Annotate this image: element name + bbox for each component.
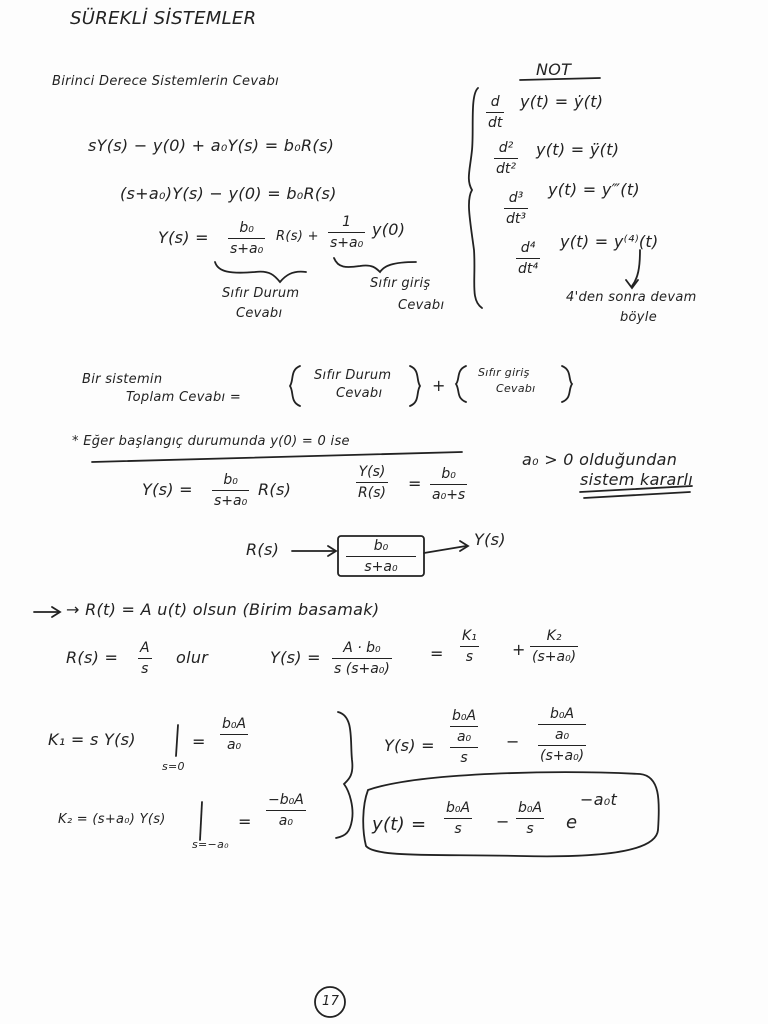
k2-equals: = (238, 812, 252, 831)
fraction-inner-denominator: a₀ (554, 727, 570, 743)
initial-condition-line: * Eğer başlangıç durumunda y(0) = 0 ise (72, 434, 350, 449)
derivative-3-rhs: y(t) = y‴(t) (548, 180, 640, 199)
rs-lhs: R(s) = (66, 648, 119, 667)
ys-step-lhs: Y(s) = (270, 648, 321, 667)
ys-step-fraction (332, 640, 392, 677)
exponential-base: e (566, 812, 578, 833)
note-title: NOT (536, 60, 572, 79)
derivative-2-rhs: y(t) = ÿ(t) (536, 140, 620, 159)
fraction-numerator: d³ (508, 190, 524, 206)
fraction-numerator: b₀A (518, 800, 543, 816)
stability-note-2: sistem kararlı (580, 470, 694, 489)
derivative-3-fraction (504, 190, 528, 227)
note-continuation: 4'den sonra devam (566, 290, 697, 305)
block-input-label: R(s) (246, 540, 280, 559)
fraction-numerator: b₀A (452, 708, 477, 724)
total-term-1: Sıfır Durum (314, 368, 392, 383)
ys-fraction-1 (228, 220, 265, 257)
ys-step-equals: = (430, 644, 444, 663)
fraction-denominator: s (460, 750, 468, 766)
page-number: 17 (322, 994, 340, 1009)
ys-zero-ic-lhs: Y(s) = (142, 480, 193, 499)
fraction-denominator: s+a₀ (364, 559, 398, 575)
fraction-numerator: Y(s) (358, 464, 386, 480)
fraction-numerator: b₀A (222, 716, 247, 732)
fraction-numerator: A · b₀ (343, 640, 381, 656)
derivative-4-rhs: y(t) = y⁽⁴⁾(t) (560, 232, 659, 251)
total-lhs-2: Toplam Cevabı = (126, 390, 242, 405)
ys-middle: R(s) + (276, 229, 319, 244)
fraction-denominator: s (141, 661, 149, 677)
fraction-numerator: b₀ (239, 220, 254, 236)
laplace-equation-2: (s+a₀)Y(s) − y(0) = b₀R(s) (120, 184, 337, 203)
fraction-denominator: s (s+a₀) (334, 661, 390, 677)
fraction-denominator: dt (488, 115, 503, 131)
k1-value-fraction (220, 716, 248, 753)
fraction-denominator: a₀ (226, 737, 242, 753)
ys-result-term-1 (450, 708, 478, 766)
fraction-denominator: a₀+s (432, 487, 466, 503)
k2-partial-fraction (530, 628, 578, 665)
yt-result-minus: − (496, 812, 510, 831)
fraction-numerator: d⁴ (520, 240, 536, 256)
note-continuation-2: böyle (620, 310, 658, 325)
total-lhs-1: Bir sistemin (82, 372, 163, 387)
ys-zero-ic-tail: R(s) (258, 480, 292, 499)
stability-note: a₀ > 0 olduğundan (522, 450, 678, 469)
block-transfer-function (346, 538, 416, 575)
yt-result-term-1 (444, 800, 472, 837)
section-heading: Birinci Derece Sistemlerin Cevabı (52, 74, 280, 89)
total-term-2b: Cevabı (496, 382, 536, 395)
fraction-numerator: b₀ (441, 466, 456, 482)
ys-fraction-2 (328, 214, 365, 251)
fraction-denominator: s (465, 649, 474, 665)
ys-lhs: Y(s) = (158, 228, 209, 247)
fraction-numerator: K₂ (546, 628, 562, 644)
total-term-2: Sıfır giriş (478, 366, 530, 379)
fraction-numerator: b₀A (446, 800, 471, 816)
transfer-function-fraction-2 (430, 466, 467, 503)
fraction-numerator: −b₀A (268, 792, 304, 808)
fraction-numerator: b₀ (223, 472, 238, 488)
zero-input-label: Sıfır giriş (370, 276, 431, 291)
partial-plus: + (512, 640, 526, 659)
total-plus: + (432, 376, 446, 395)
step-input-line: → R(t) = A u(t) olsun (Birim basamak) (66, 600, 380, 619)
yt-result-term-2 (516, 800, 544, 837)
zero-state-label: Sıfır Durum (222, 286, 300, 301)
fraction-denominator: dt⁴ (518, 261, 538, 277)
fraction-denominator: dt³ (506, 211, 526, 227)
transfer-function-fraction (356, 464, 388, 501)
fraction-denominator: (s+a₀) (532, 649, 577, 665)
rs-fraction (138, 640, 152, 677)
fraction-denominator: s+a₀ (214, 493, 248, 509)
block-output-label: Y(s) (474, 530, 506, 549)
k1-partial-fraction (460, 628, 479, 665)
fraction-numerator: K₁ (462, 628, 477, 644)
ys-tail: y(0) (372, 220, 406, 239)
fraction-numerator: b₀A (550, 706, 575, 722)
fraction-numerator: b₀ (373, 538, 389, 554)
ys-zero-ic-fraction (212, 472, 249, 509)
k2-definition: K₂ = (s+a₀) Y(s) (58, 812, 166, 827)
derivative-4-fraction (516, 240, 540, 277)
fraction-denominator: s+a₀ (330, 235, 364, 251)
fraction-denominator: R(s) (358, 485, 386, 501)
fraction-denominator: dt² (496, 161, 516, 177)
yt-result-lhs: y(t) = (372, 814, 427, 835)
fraction-numerator: A (140, 640, 150, 656)
zero-state-label-2: Cevabı (236, 306, 283, 321)
ys-result-minus: − (506, 732, 520, 751)
zero-input-label-2: Cevabı (398, 298, 445, 313)
fraction-denominator: (s+a₀) (540, 748, 585, 764)
k1-evaluated-at: s=0 (162, 760, 185, 773)
k2-value-fraction (266, 792, 306, 829)
fraction-numerator: 1 (342, 214, 352, 230)
fraction-inner-denominator: a₀ (456, 729, 472, 745)
k1-equals: = (192, 732, 206, 751)
fraction-denominator: s+a₀ (230, 241, 264, 257)
transfer-function-equals: = (408, 474, 422, 493)
fraction-numerator: d (490, 94, 500, 110)
laplace-equation-1: sY(s) − y(0) + a₀Y(s) = b₀R(s) (88, 136, 335, 155)
k1-definition: K₁ = s Y(s) (48, 730, 136, 749)
total-term-1b: Cevabı (336, 386, 383, 401)
fraction-numerator: d² (498, 140, 514, 156)
olur-label: olur (176, 648, 209, 667)
exponential-power: −a₀t (580, 790, 618, 809)
fraction-denominator: s (454, 821, 462, 837)
fraction-denominator: a₀ (278, 813, 293, 829)
derivative-1-rhs: y(t) = ẏ(t) (520, 92, 604, 111)
derivative-1-fraction (486, 94, 504, 131)
k2-evaluated-at: s=−a₀ (192, 838, 229, 851)
ys-result-term-2 (538, 706, 586, 764)
ys-result-lhs: Y(s) = (384, 736, 435, 755)
page-title: SÜREKLİ SİSTEMLER (70, 8, 257, 29)
derivative-2-fraction (494, 140, 518, 177)
fraction-denominator: s (526, 821, 534, 837)
